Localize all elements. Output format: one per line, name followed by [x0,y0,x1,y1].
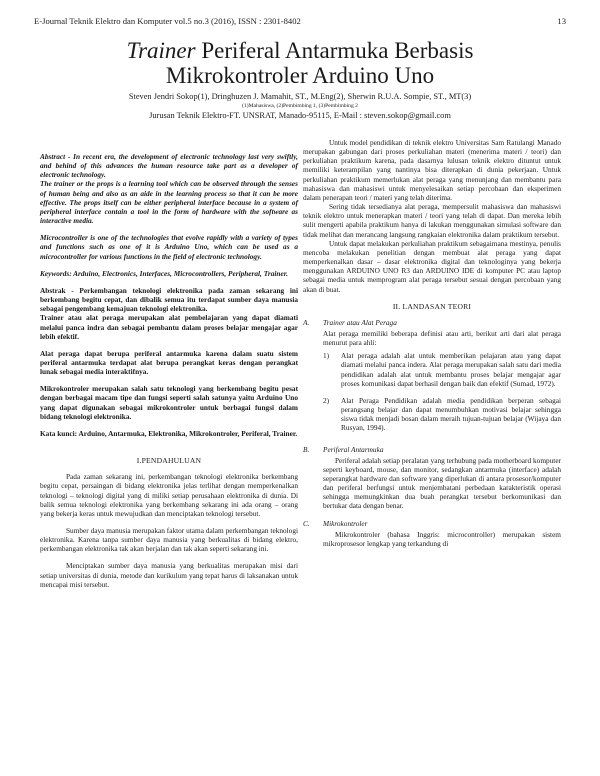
abstract-id-p3: Alat peraga dapat berupa periferal antarmuka karena dalam suatu sistem periferal antarmuka terdapat alat berupa perangkat keras dengan perangkat lunak sebagai media interaktifnya. [40,348,298,377]
abstract-id-p2: Trainer atau alat peraga merupakan alat pembelajaran yang dapat diamati melalui panca indra dan sebagai pembantu dalam proses belajar mengajar agar lebih efektif. [40,313,298,341]
running-head [34,16,566,26]
authors: Steven Jendri Sokop(1), Dringhuzen J. Mamahit, ST., M.Eng(2), Sherwin R.U.A. Sompie, ST., MT(3) [128,92,472,101]
subsection-c-label: C. [303,518,310,528]
subsection-a-title: Trainer atau Alat Peraga [323,317,397,327]
list-item-text: Alat peraga adalah alat untuk memberikan pelajaran atau yang dapat diamati melalui panca indera. Alat peraga merupakan salah satu dari media pendidikan adalah alat untuk membantu proses belajar mengajar agar proses komunikasi dapat berhasil dengan baik dan efektif (Sumad, 1972). [341,351,561,388]
subsection-a-intro: Alat peraga memiliki beberapa definisi atau arti, berikut arti dari alat peraga menurut para ahli: [323,328,561,348]
abstract-id-p4: Mikrokontroler merupakan salah satu teknologi yang berkembang begitu pesat dengan berbagai macam tipe dan fungsi seperti salah satunya yaitu Arduino Uno yang dapat digunakan sebagai mikrokontroler untuk berbagai fungsi dalam bidang teknologi elektronika. [40,384,298,421]
title-italic: Trainer [126,38,196,63]
intro-p2: Sumber daya manusia merupakan faktor utama dalam perkembangan teknologi elektronika. Karena tanpa sumber daya manusia yang berkualitas di bidang elektro, perkembangan elektronika tak akan berjalan dan tak akan seperti sekarang ini. [40,526,298,554]
abstract-en-p2: The trainer or the props is a learning tool which can be observed through the senses of human being and also as an aide in the learning process so that it can be more effective. The props itself can be either peripheral interface because in a system of peripheral interface contain a tool in the form of hardware with the software as interactive media. [40,179,298,226]
subsection-c-title: Mikrokontroler [323,518,368,528]
section-2-heading: II. LANDASAN TEORI [392,301,472,311]
right-column [303,138,561,548]
affiliation: Jurusan Teknik Elektro-FT. UNSRAT, Manado-95115, E-Mail : steven.sokop@gmail.com [149,111,451,120]
title-block [30,38,570,121]
abstract-en-p1: Abstract - In recent era, the development of electronic technology last very swiftly, and behind of this advances the human resource take part as a developer of electronic technology. [40,152,298,180]
intro-p4: Untuk model pendidikan di teknik elektro Universitas Sam Ratulangi Manado merupakan gabungan dari proses perkuliahan materi (menerima materi / teori) dan perkuliahan praktikum karena, pada dasarnya lulusan teknik elektro dituntut untuk memiliki keterampilan yang nantinya bisa diterapkan di dunia pekerjaan. Untuk perkuliahan praktikum memerlukan alat peraga yang menunjang dan membantu para mahasiswa dan mahasiswi untuk menyelesaikan setiap percobaan dan eksperimen dalam penerapan teori / materi yang telah diterima. [303,138,561,202]
list-item-number: 2) [323,395,330,405]
list-item [323,396,561,433]
subsection-c-heading [303,519,561,528]
keywords-en: Keywords: Arduino, Electronics, Interfaces, Microcontrollers, Peripheral, Trainer. [40,268,288,278]
subsection-a-label: A. [303,317,310,327]
subsection-b-title: Periferal Antarmuka [323,444,384,454]
subsection-c-text: Mikrokontroler (bahasa Inggris: microcontroller) merupakan sistem mikroprosesor lengkap yang terkandung di [323,529,561,548]
author-roles: (1)Mahasiswa, (2)Pembimbing 1, (3)Pembimbing 2 [242,103,358,109]
subsection-b-label: B. [303,444,310,454]
subsection-a-heading [303,318,561,327]
intro-p3: Menciptakan sumber daya manusia yang berkualitas merupakan misi dari setiap universitas di dunia, metode dan kurikulum yang tepat harus di laksanakan untuk mencapai misi tersebut. [40,561,298,589]
keywords-id: Kata kunci: Arduino, Antarmuka, Elektronika, Mikrokontroler, Periferal, Trainer. [40,428,298,438]
intro-p6: Untuk dapat melakukan perkuliahan praktikum sebagaimana mestinya, penulis mencoba melakukan penelitian dengan membuat alat peraga yang dapat memperkenalkan dasar – dasar elektronika digital dan teknologinya yang bekerja menggunakan ARDUINO UNO R3 dan ARDUINO IDE di komputer PC atau laptop sebagai media untuk memprogram alat peraga tersebut sesuai dengan percobaan yang akan di buat. [303,238,561,294]
subsection-a-list [303,351,561,432]
abstract-en-p3: Microcontroller is one of the technologies that evolve rapidly with a variety of types and functions such as one of it is Arduino Uno, which can be used as a microcontroller for various functions in the field of electronic technology. [40,233,298,261]
left-column [40,152,298,597]
abstract-english [40,152,298,278]
page-number: 13 [557,16,566,26]
abstract-id-p1: Abstrak - Perkembangan teknologi elektronika pada zaman sekarang ini berkembang begitu cepat, dan dibalik semua itu terdapat sumber daya manusia sebagai pengembang kemajuan teknologi elektronika. [40,285,298,314]
list-item-text: Alat Peraga Pendidikan adalah media pendidikan berperan sebagai perangsang belajar dan dapat menumbuhkan motivasi belajar sehingga siswa tidak menjadi bosan dalam meraih tujuan-tujuan belajar (Wijaya dan Rusyan, 1994). [341,395,561,433]
section-1-heading: I.PENDAHULUAN [136,456,202,466]
journal-citation: E-Journal Teknik Elektro dan Komputer vol.5 no.3 (2016), ISSN : 2301-8402 [34,16,301,26]
list-item [323,351,561,388]
title-line2: Mikrokontroler Arduino Uno [165,63,435,88]
title-line1: Periferal Antarmuka Berbasis [195,38,474,63]
subsection-b-heading [303,445,561,454]
intro-p5: Sering tidak tersedianya alat peraga, mempersulit mahasiswa dan mahasiswi teknik elektro untuk menerapkan materi / teori yang telah di dapat. Dan mereka lebih sulit mengerti apabila praktikum hanya di lakukan menggunakan simulasi software dan tidak melihat dan merancang langsung rangkaian elektronika dalam praktikum tersebut. [303,202,561,239]
paper-title [30,38,570,88]
subsection-b-text: Periferal adalah setiap peralatan yang terhubung pada motherboard komputer seperti keyboard, mouse, dan monitor, sedangkan antarmuka (interface) adalah seperangkat hardware dan software yang diperlukan di antara prosesor/komputer dan periferal berfungsi untuk menjembatani perbedaan karakteristik operasi sehingga memungkinkan dua buah perangkat tersebut berkomunikasi dan bertukar data dengan benar. [323,455,561,511]
intro-p1: Pada zaman sekarang ini, perkembangan teknologi elektronika berkembang begitu cepat, persaingan di bidang elektronika jelas terlihat dengan memperkenalkan teknologi – teknologi digital yang di miliki setiap perusahaan elektronika di dunia. Di balik semua teknologi elektronika yang berkembang sekarang ini ada orang – orang yang bekerja keras untuk mewujudkan dan menciptakan teknologi tersebut. [40,472,298,518]
abstract-indonesian [40,286,298,438]
list-item-number: 1) [323,351,330,361]
